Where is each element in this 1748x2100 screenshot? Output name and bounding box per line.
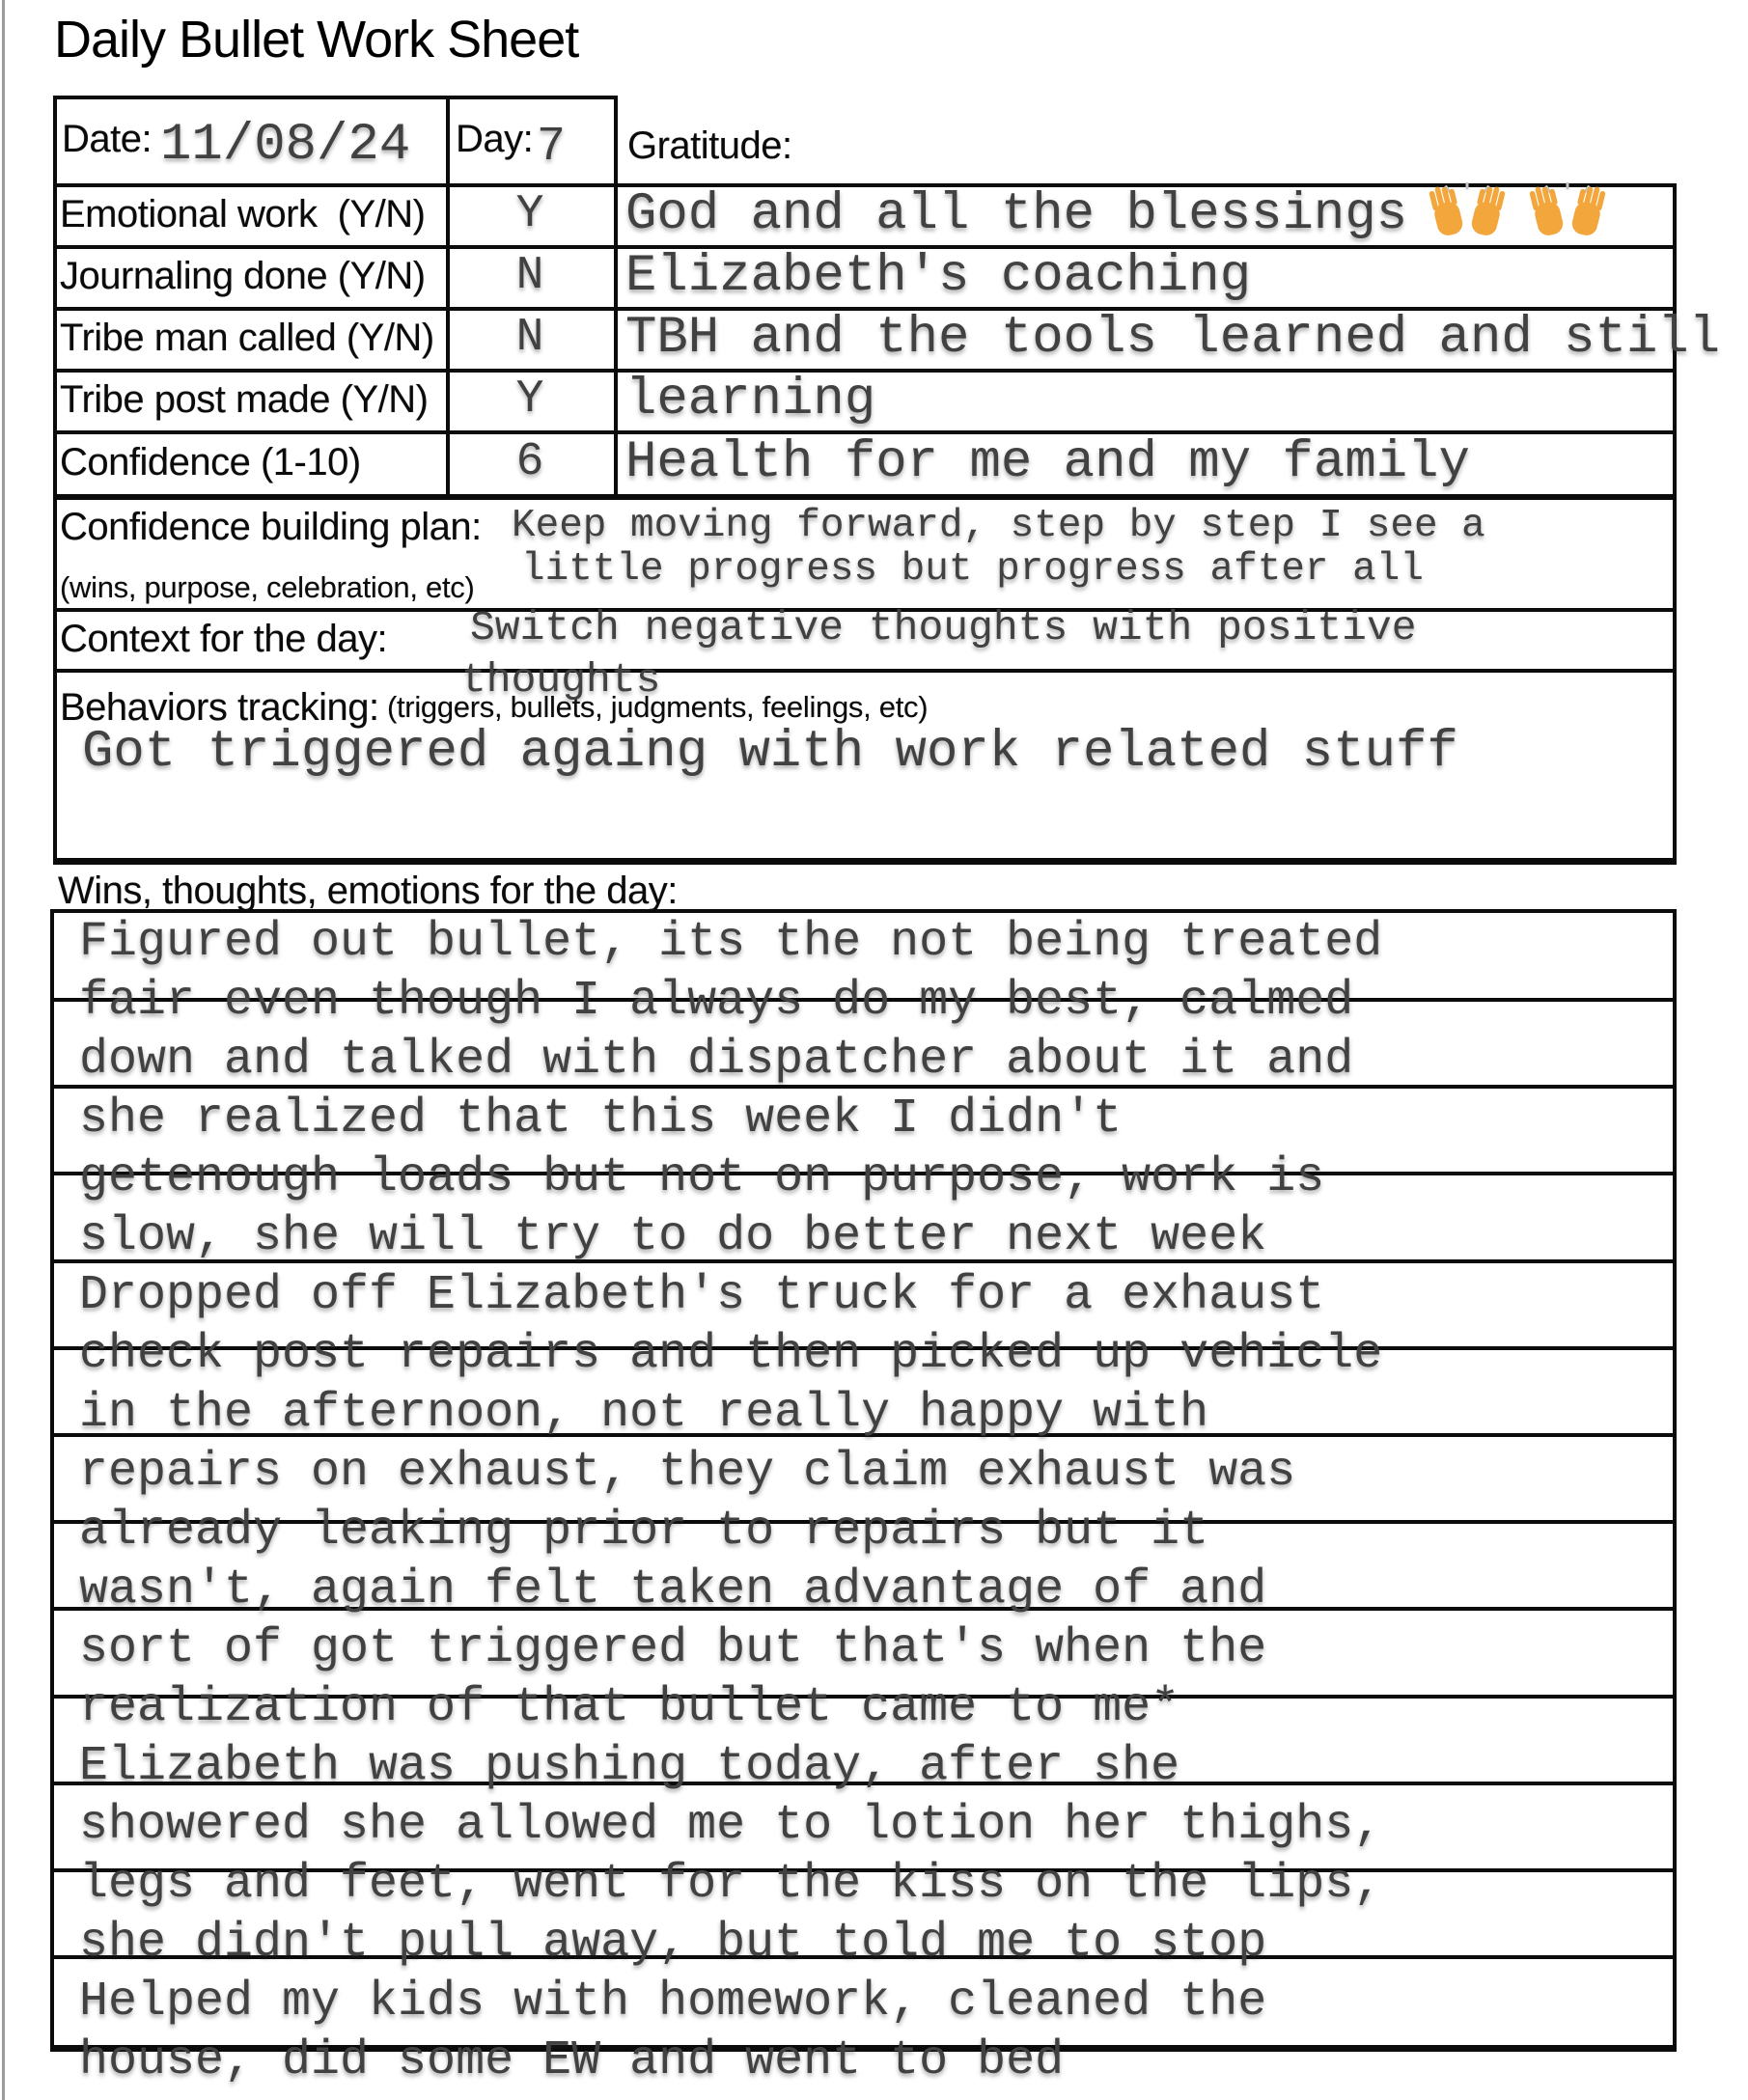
raising-hands-icon	[1527, 180, 1608, 242]
gratitude-entry	[625, 183, 1720, 245]
wins-line: Dropped off Elizabeth's truck for a exhaust	[79, 1268, 1325, 1323]
day-label: Day:	[456, 118, 534, 160]
wins-line: she realized that this week I didn't	[79, 1091, 1123, 1147]
plan-sublabel: (wins, purpose, celebration, etc)	[60, 570, 475, 604]
wins-line: she didn't pull away, but told me to stop	[79, 1916, 1267, 1971]
context-line: thoughts	[461, 655, 661, 704]
behaviors-label-text: Behaviors tracking:	[60, 685, 379, 729]
context-line: Switch negative thoughts with positive	[470, 603, 1417, 651]
checklist-label-tribe-man-called: Tribe man called (Y/N)	[60, 316, 434, 359]
raising-hands-icon	[1427, 180, 1508, 242]
wins-lines	[79, 913, 1382, 2090]
checklist-label-emotional-work: Emotional work (Y/N)	[60, 192, 426, 235]
gratitude-entry: TBH and the tools learned and still	[625, 308, 1721, 368]
wins-heading: Wins, thoughts, emotions for the day:	[58, 869, 678, 912]
gratitude-entry-text: God and all the blessings	[625, 184, 1408, 244]
wins-line: Helped my kids with homework, cleaned the	[79, 1975, 1267, 2030]
checklist-label-tribe-post-made: Tribe post made (Y/N)	[60, 377, 429, 421]
checklist-label-confidence: Confidence (1-10)	[60, 440, 361, 484]
checklist-value-tribe-post-made: Y	[515, 373, 544, 426]
wins-line: check post repairs and then picked up vehicle	[79, 1327, 1383, 1382]
gratitude-entry: Elizabeth's coaching	[625, 246, 1252, 306]
checklist-label-journaling: Journaling done (Y/N)	[60, 254, 426, 297]
wins-line: in the afternoon, not really happy with	[79, 1386, 1209, 1441]
checklist-value-confidence: 6	[515, 436, 544, 488]
wins-line: slow, she will try to do better next week	[79, 1209, 1267, 1264]
gratitude-entry: Health for me and my family	[625, 432, 1470, 492]
date-value: 11/08/24	[160, 115, 411, 175]
behaviors-sublabel: (triggers, bullets, judgments, feelings, etc)	[378, 690, 929, 724]
grid-line	[53, 858, 1677, 865]
checklist-values	[446, 183, 614, 494]
wins-line: realization of that bullet came to me*	[79, 1680, 1180, 1735]
checklist-value-journaling: N	[515, 250, 544, 302]
gratitude-label: Gratitude:	[627, 124, 792, 167]
checklist-labels	[60, 183, 434, 494]
date-label: Date:	[62, 118, 153, 160]
wins-line: wasn't, again felt taken advantage of and	[79, 1562, 1267, 1617]
plan-label: Confidence building plan:	[60, 505, 482, 548]
wins-line: already leaking prior to repairs but it	[79, 1504, 1209, 1559]
checklist-value-emotional-work: Y	[515, 188, 544, 240]
wins-line: Figured out bullet, its the not being treated	[79, 915, 1383, 970]
wins-line: fair even though I always do my best, calmed	[79, 974, 1354, 1029]
wins-line: Elizabeth was pushing today, after she	[79, 1739, 1180, 1794]
context-label: Context for the day:	[60, 617, 388, 660]
grid-line	[53, 669, 1677, 673]
wins-line: showered she allowed me to lotion her thighs,	[79, 1798, 1383, 1853]
wins-line: getenough loads but not on purpose, work is	[79, 1150, 1325, 1205]
plan-line: little progress but progress after all	[521, 547, 1424, 592]
behaviors-entry: Got triggered againg with work related stuff	[82, 722, 1458, 782]
grid-line	[53, 96, 57, 865]
wins-line: legs and feet, went for the kiss on the lips,	[79, 1857, 1383, 1912]
page-title: Daily Bullet Work Sheet	[54, 11, 579, 69]
scan-edge-line	[2, 0, 5, 2100]
wins-line: down and talked with dispatcher about it and	[79, 1033, 1354, 1088]
gratitude-entries	[625, 183, 1720, 494]
grid-line	[614, 96, 618, 498]
day-value: 7	[537, 119, 567, 175]
gratitude-entry: learning	[625, 370, 876, 429]
wins-line: sort of got triggered but that's when the	[79, 1621, 1267, 1676]
wins-line: house, did some EW and went to bed	[79, 2033, 1065, 2088]
wins-line: repairs on exhaust, they claim exhaust was	[79, 1445, 1296, 1500]
checklist-value-tribe-man-called: N	[515, 312, 544, 364]
plan-line: Keep moving forward, step by step I see a	[512, 504, 1485, 548]
